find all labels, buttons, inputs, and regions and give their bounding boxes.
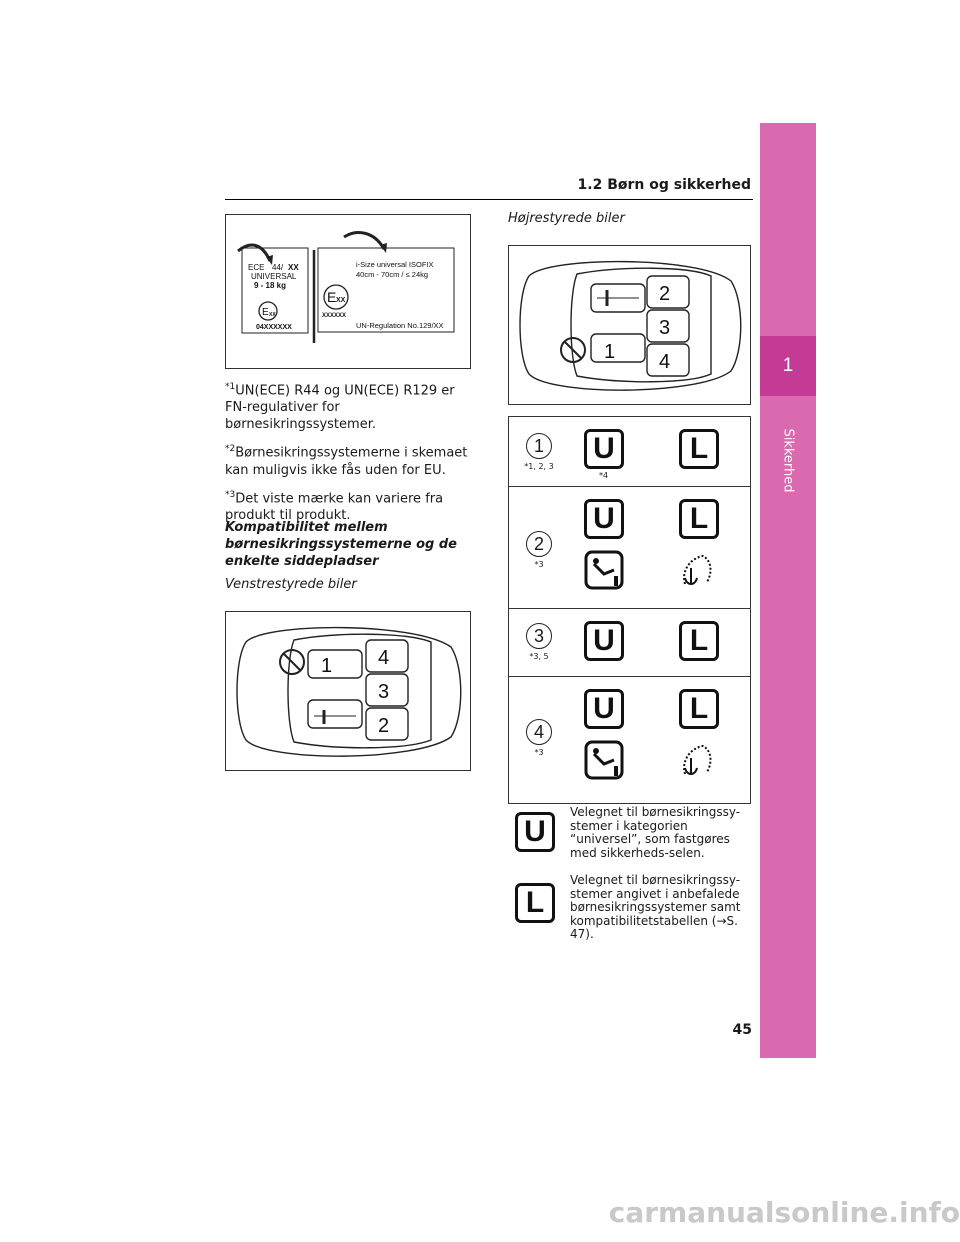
svg-text:3: 3: [659, 317, 671, 339]
svg-text:UN-Regulation No.129/XX: UN-Regulation No.129/XX: [356, 321, 444, 330]
header-divider: [225, 199, 753, 200]
svg-text:04XXXXXX: 04XXXXXX: [256, 324, 292, 331]
universal-u-icon: U: [584, 689, 624, 729]
legend-l-text: Velegnet til børnesikringssy-stemer angivet i anbefalede børnesikringssystemer samt kompatibilitetstabellen (→S. 47).: [570, 873, 741, 941]
svg-text:2: 2: [378, 715, 390, 737]
section-heading: Kompatibilitet mellem børnesikringssystemerne og de enkelte siddepladser: [225, 520, 457, 569]
chapter-number: 1: [760, 336, 816, 396]
seat-number: 1 *1, 2, 3: [517, 433, 561, 471]
seat-number: 2 *3: [517, 531, 561, 569]
right-drive-label: Højrestyrede biler: [508, 211, 625, 226]
footnote-3: $^{*3}$Det viste mærke kan variere fra produkt til produkt.: [225, 489, 444, 523]
chapter-label: Sikkerhed: [780, 427, 796, 493]
approval-label-figure: [225, 214, 471, 369]
svg-text:3: 3: [378, 681, 390, 703]
svg-text:XX: XX: [336, 297, 346, 304]
universal-u-icon: U: [584, 499, 624, 539]
left-drive-car-figure: [225, 611, 471, 771]
listed-l-icon: L: [679, 429, 719, 469]
isofix-anchor-icon: [677, 740, 717, 780]
svg-text:40cm - 70cm / ≤ 24kg: 40cm - 70cm / ≤ 24kg: [356, 270, 429, 279]
footnotes: [225, 379, 475, 524]
svg-text:44/: 44/: [272, 263, 284, 272]
table-row: [509, 677, 750, 802]
svg-text:XX: XX: [269, 312, 276, 318]
svg-text:E: E: [262, 307, 269, 318]
svg-text:9 - 18 kg: 9 - 18 kg: [254, 281, 287, 290]
svg-text:XXXXXX: XXXXXX: [322, 313, 347, 319]
listed-l-icon: L: [679, 689, 719, 729]
watermark: carmanualsonline.info: [608, 1196, 960, 1229]
svg-text:E: E: [327, 289, 337, 305]
table-row: 1 *1, 2, 3 U *4 L: [509, 417, 750, 487]
left-drive-label: Venstrestyrede biler: [225, 577, 357, 592]
table-row: [509, 609, 750, 677]
seat-number: 3 *3, 5: [517, 623, 561, 661]
svg-text:4: 4: [659, 351, 671, 373]
svg-text:ECE: ECE: [248, 263, 265, 272]
legend-l-icon: L: [515, 883, 555, 923]
footnote-1: $^{*1}$UN(ECE) R44 og UN(ECE) R129 er FN-regulativer for børnesikringssystemer.: [225, 382, 455, 433]
svg-text:i-Size universal ISOFIX: i-Size universal ISOFIX: [356, 260, 434, 269]
listed-l-icon: L: [679, 499, 719, 539]
table-row: [509, 487, 750, 609]
page-header-title: 1.2 Børn og sikkerhed: [577, 177, 751, 193]
svg-text:UNIVERSAL: UNIVERSAL: [251, 272, 297, 281]
svg-text:1: 1: [321, 655, 333, 677]
right-drive-car-figure: [508, 245, 751, 405]
svg-text:4: 4: [378, 647, 390, 669]
footnote-2: $^{*2}$Børnesikringssystemerne i skemaet kan muligvis ikke fås uden for EU.: [225, 444, 468, 478]
side-tab: [760, 123, 816, 1058]
svg-text:2: 2: [659, 283, 671, 305]
seat-number: 4 *3: [517, 719, 561, 757]
svg-text:1: 1: [604, 341, 616, 363]
universal-u-icon: U: [584, 621, 624, 661]
i-size-seat-icon: [584, 740, 624, 780]
legend-u-icon: U: [515, 812, 555, 852]
universal-u-icon: U: [584, 429, 624, 469]
compatibility-table: [508, 416, 751, 804]
i-size-seat-icon: [584, 550, 624, 590]
isofix-anchor-icon: [677, 550, 717, 590]
svg-text:XX: XX: [288, 263, 299, 272]
legend-u-text: Velegnet til børnesikringssy-stemer i kategorien “universel”, som fastgøres med sikkerheds-selen.: [570, 805, 741, 860]
listed-l-icon: L: [679, 621, 719, 661]
page-number: 45: [732, 1022, 752, 1038]
